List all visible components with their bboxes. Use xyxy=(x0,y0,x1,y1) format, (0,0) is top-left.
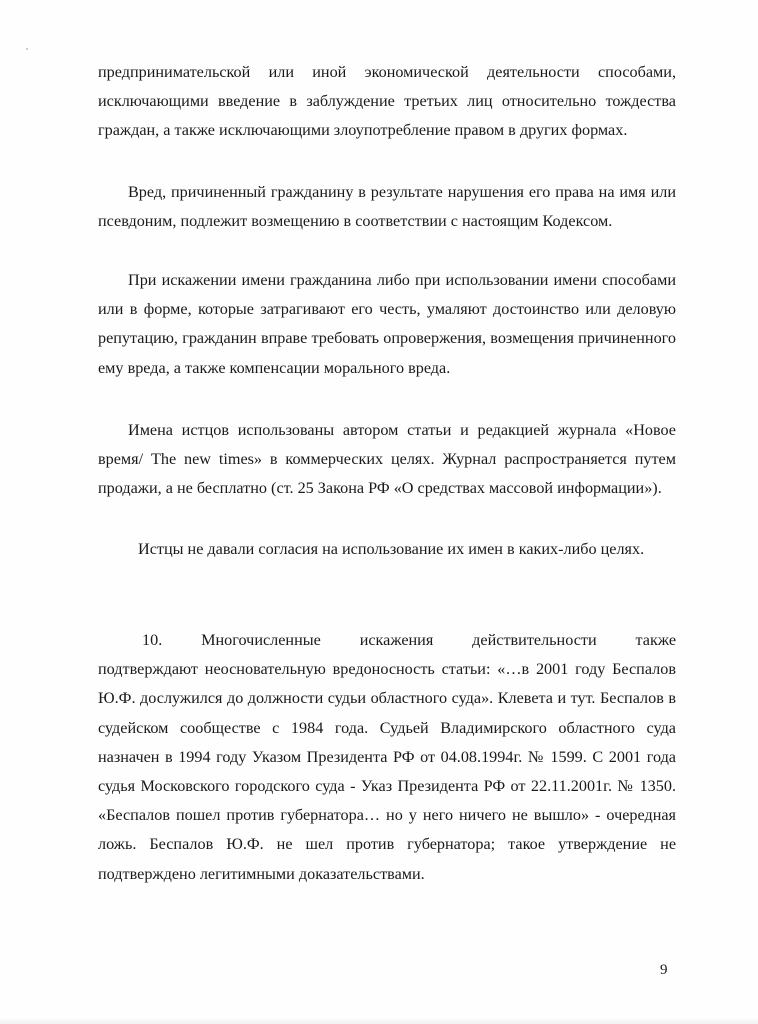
paragraph-3: При искажении имени гражданина либо при использовании имени способами или в форме, которые затрагивают его честь, умаляют достоинство или деловую репутацию, гражданин вправе требовать опровержения, возмещения причиненного ему вреда, а также компенсации морального вреда. xyxy=(98,271,676,377)
section-10-number: 10. xyxy=(142,631,163,649)
paragraph-4: Имена истцов использованы автором статьи и редакцией журнала «Новое время/ The new times» в коммерческих целях. Журнал распространяется путем продажи, а не бесплатно (ст. 25 Закона РФ «О средствах массовой информации»). xyxy=(98,421,676,498)
section-10-body: подтверждают неосновательную вредоносность статьи: «…в 2001 году Беспалов Ю.Ф. дослужился до должности судьи областного суда». Клевета и тут. Беспалов в судейском сообществе с 1984 года. Судьей Владимирского областного суда назначен в 1994 году Указом Президента РФ от 04.08.1994г. № 1599. С 2001 года судья Московского городского суда - Указ Президента РФ от 22.11.2001г. № 1350. «Беспалов пошел против губернатора… но у него ничего не вышло» - очередная ложь. Беспалов Ю.Ф. не шел против губернатора; такое утверждение не подтверждено легитимными доказательствами. xyxy=(98,660,676,883)
scan-speck xyxy=(26,48,28,50)
page-number: 9 xyxy=(660,962,668,978)
section-10-first-line xyxy=(98,626,676,655)
paragraph-1: предпринимательской или иной экономической деятельности способами, исключающими введение в заблуждение третьих лиц относительно тождества граждан, а также исключающими злоупотребление правом в других формах. xyxy=(98,63,676,140)
section-10-heading-text: Многочисленные искажения действительности также xyxy=(201,631,676,649)
scan-bottom-edge xyxy=(0,1018,758,1024)
paragraph-2: Вред, причиненный гражданину в результате нарушения его права на имя или псевдоним, подлежит возмещению в соответствии с настоящим Кодексом. xyxy=(98,183,676,231)
section-10 xyxy=(98,626,676,889)
paragraph-5: Истцы не давали согласия на использование их имен в каких-либо целях. xyxy=(138,540,645,558)
